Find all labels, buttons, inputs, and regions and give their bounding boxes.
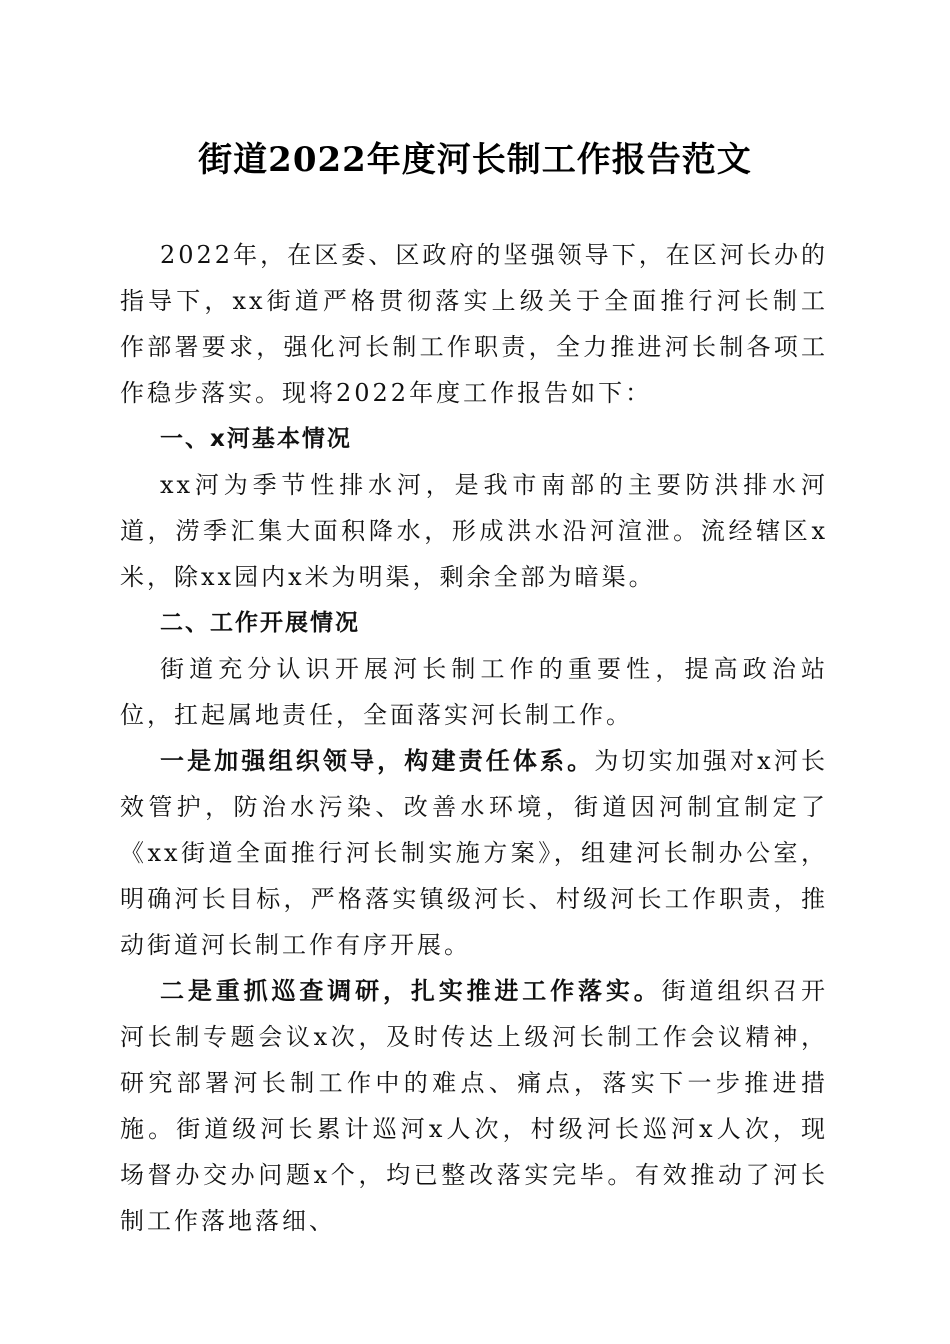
work-progress-paragraph: 街道充分认识开展河长制工作的重要性，提高政治站位，扛起属地责任，全面落实河长制工作。: [120, 655, 828, 729]
basic-info-paragraph: xx河为季节性排水河，是我市南部的主要防洪排水河道，涝季汇集大面积降水，形成洪水沿河渲泄。流经辖区x米，除xx园内x米为明渠，剩余全部为暗渠。: [120, 471, 828, 591]
inspection-text: 街道组织召开河长制专题会议x次，及时传达上级河长制工作会议精神，研究部署河长制工作中的难点、痛点，落实下一步推进措施。街道级河长累计巡河x人次，村级河长巡河x人次，现场督办交办问题x个，均已整改落实完毕。有效推动了河长制工作落地落细、: [120, 977, 829, 1235]
intro-paragraph: 2022年，在区委、区政府的坚强领导下，在区河长办的指导下，xx街道严格贯彻落实上级关于全面推行河长制工作部署要求，强化河长制工作职责，全力推进河长制各项工作稳步落实。现将2022年度工作报告如下：: [120, 241, 828, 407]
section-heading-basic-info: 一、x河基本情况: [160, 426, 352, 452]
section-heading-work-progress: 二、工作开展情况: [160, 610, 360, 636]
document-title: 街道2022年度河长制工作报告范文: [198, 140, 752, 180]
document-body: [120, 232, 828, 1244]
organization-text: 为切实加强对x河长效管护，防治水污染、改善水环境，街道因河制宜制定了《xx街道全面推行河长制实施方案》，组建河长制办公室，明确河长目标，严格落实镇级河长、村级河长工作职责，推动街道河长制工作有序开展。: [120, 747, 828, 959]
inspection-paragraph: [120, 968, 828, 1244]
organization-lead: 一是加强组织领导，构建责任体系。: [160, 746, 595, 775]
inspection-lead: 二是重抓巡查调研，扎实推进工作落实。: [160, 976, 662, 1005]
organization-paragraph: [120, 738, 828, 968]
